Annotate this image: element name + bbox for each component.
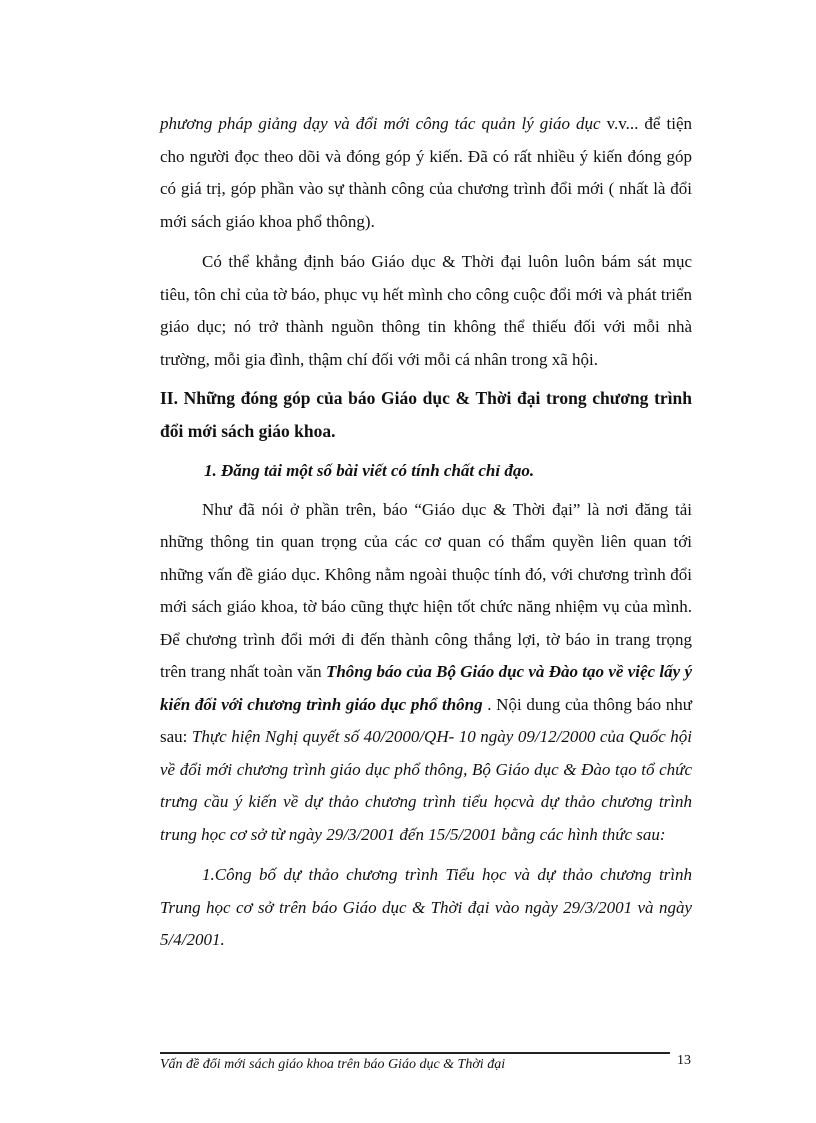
paragraph-summary: Có thể khẳng định báo Giáo dục & Thời đại luôn luôn bám sát mục tiêu, tôn chỉ của tờ báo, phục vụ hết mình cho công cuộc đổi mới và phát triển giáo dục; nó trở thành nguồn thông tin không thể thiếu đối với mỗi nhà trường, mỗi gia đình, thậm chí đối với mỗi cá nhân trong xã hội. bbox=[160, 252, 692, 369]
paragraph-lead-text: Như đã nói ở phần trên, báo “Giáo dục & Thời đại” là nơi đăng tải những thông tin quan trọng của các cơ quan có thẩm quyền liên quan tới những vấn đề giáo dục. Không nằm ngoài thuộc tính đó, với chương trình đổi mới sách giáo khoa, tờ báo cũng thực hiện tốt chức năng nhiệm vụ của mình. Để chương trình đổi mới đi đến thành công thắng lợi, tờ báo in trang trọng trên trang nhất toàn văn bbox=[160, 499, 692, 681]
paragraph-text: v.v... để tiện cho người đọc theo dõi và đóng góp ý kiến. Đã có rất nhiều ý kiến đóng góp có giá trị, góp phần vào sự thành công của chương trình đổi mới ( nhất là đổi mới sách giáo khoa phổ thông). bbox=[160, 114, 692, 231]
announcement-quote: Thực hiện Nghị quyết số 40/2000/QH- 10 ngày 09/12/2000 của Quốc hội về đổi mới chương trình giáo dục phổ thông, Bộ Giáo dục & Đào tạo tổ chức trưng cầu ý kiến về dự thảo chương trình tiểu họcvà dự thảo chương trình trung học cơ sở từ ngày 29/3/2001 đến 15/5/2001 bằng các hình thức sau: bbox=[160, 727, 692, 844]
page-body bbox=[160, 108, 692, 957]
paragraph-mid-text: . Nội dung của thông báo như sau: bbox=[160, 694, 692, 746]
paragraph-announcement bbox=[160, 494, 692, 852]
subsection-heading: 1. Đăng tải một số bài viết có tính chất chỉ đạo. bbox=[204, 461, 535, 480]
footer-title: Vấn đề đổi mới sách giáo khoa trên báo Giáo dục & Thời đại bbox=[160, 1057, 506, 1072]
footer-divider bbox=[160, 1052, 670, 1054]
paragraph-list-item: 1.Công bố dự thảo chương trình Tiểu học và dự thảo chương trình Trung học cơ sở trên báo Giáo dục & Thời đại vào ngày 29/3/2001 và ngày 5/4/2001. bbox=[160, 865, 692, 949]
paragraph-italic-lead: phương pháp giảng dạy và đổi mới công tác quản lý giáo dục bbox=[160, 114, 601, 133]
section-heading: II. Những đóng góp của báo Giáo dục & Thời đại trong chương trình đổi mới sách giáo khoa. bbox=[160, 388, 692, 441]
announcement-title: Thông báo của Bộ Giáo dục và Đào tạo về việc lấy ý kiến đối với chương trình giáo dục phổ thông bbox=[160, 662, 692, 714]
page-number: 13 bbox=[677, 1053, 691, 1068]
paragraph-continuation bbox=[160, 108, 692, 238]
